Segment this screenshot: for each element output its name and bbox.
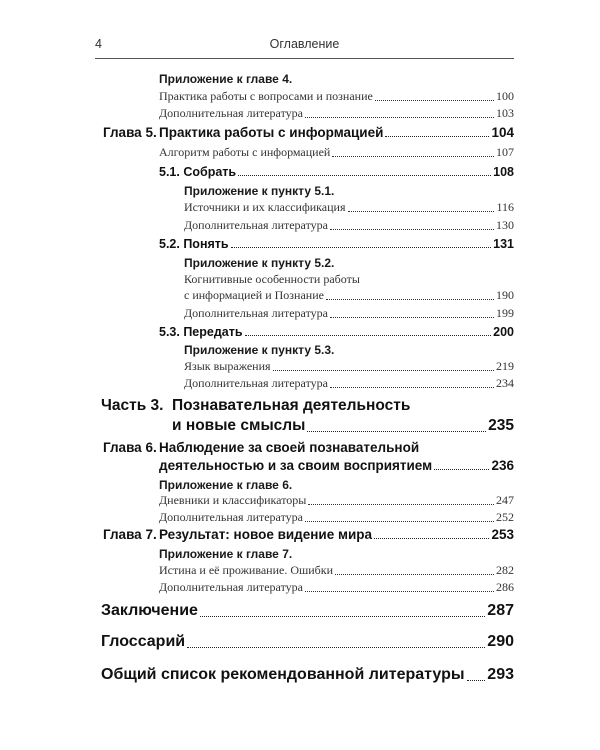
page-ref: 290 <box>487 633 514 650</box>
ch4-appendix-heading: Приложение к главе 4. <box>159 72 293 86</box>
leader-dots <box>308 504 494 505</box>
ch7-appendix-heading: Приложение к главе 7. <box>159 547 293 561</box>
page-ref: 107 <box>496 145 514 159</box>
toc-entry[interactable]: Дополнительная литература 286 <box>159 580 514 594</box>
chapter-6-entry[interactable]: деятельностью и за своим восприятием 236 <box>159 458 514 473</box>
leader-dots <box>305 591 494 592</box>
page-ref: 286 <box>496 580 514 594</box>
conclusion-entry[interactable]: Заключение 287 <box>101 602 514 619</box>
toc-entry[interactable]: Дневники и классификаторы 247 <box>159 493 514 507</box>
leader-dots <box>305 117 494 118</box>
chapter-7-entry[interactable]: Результат: новое видение мира 253 <box>159 527 514 542</box>
leader-dots <box>330 387 494 388</box>
page-ref: 293 <box>487 666 514 683</box>
toc-entry[interactable]: Дополнительная литература 199 <box>184 306 514 320</box>
section-5-1-appendix-heading: Приложение к пункту 5.1. <box>184 184 335 198</box>
chapter-5-entry[interactable]: Практика работы с информацией 104 <box>159 125 514 140</box>
page-ref: 247 <box>496 493 514 507</box>
page-number: 4 <box>95 37 102 51</box>
page-ref: 131 <box>493 237 514 251</box>
page-ref: 235 <box>488 417 514 434</box>
section-5-3-entry[interactable]: 5.3. Передать 200 <box>159 325 514 339</box>
glossary-entry[interactable]: Глоссарий 290 <box>101 633 514 650</box>
part-3-entry[interactable]: и новые смыслы 235 <box>172 417 514 434</box>
section-5-1-entry[interactable]: 5.1. Собрать 108 <box>159 165 514 179</box>
toc-entry[interactable]: Алгоритм работы с информацией 107 <box>159 145 514 159</box>
section-5-3-appendix-heading: Приложение к пункту 5.3. <box>184 343 335 357</box>
leader-dots <box>330 229 494 230</box>
page-ref: 116 <box>496 200 514 214</box>
leader-dots <box>335 574 494 575</box>
toc-entry-line1: Когнитивные особенности работы <box>184 272 360 286</box>
section-5-2-entry[interactable]: 5.2. Понять 131 <box>159 237 514 251</box>
page-ref: 108 <box>493 165 514 179</box>
toc-entry[interactable]: Практика работы с вопросами и познание 100 <box>159 89 514 103</box>
page-ref: 236 <box>491 458 514 473</box>
page-ref: 104 <box>491 125 514 140</box>
leader-dots <box>326 299 494 300</box>
page-ref: 200 <box>493 325 514 339</box>
page-ref: 234 <box>496 376 514 390</box>
leader-dots <box>375 100 494 101</box>
leader-dots <box>238 175 491 176</box>
page-ref: 219 <box>496 359 514 373</box>
page-ref: 199 <box>496 306 514 320</box>
part-3-title-line1: Познавательная деятельность <box>172 397 411 414</box>
toc-entry[interactable]: Язык выражения 219 <box>184 359 514 373</box>
page-ref: 190 <box>496 288 514 302</box>
toc-entry[interactable]: Источники и их классификация 116 <box>184 200 514 214</box>
chapter-5-label: Глава 5. <box>103 125 157 140</box>
toc-entry[interactable]: Истина и её проживание. Ошибки 282 <box>159 563 514 577</box>
leader-dots <box>245 335 492 336</box>
page-header <box>95 37 514 55</box>
leader-dots <box>307 431 486 432</box>
leader-dots <box>330 317 494 318</box>
references-entry[interactable]: Общий список рекомендованной литературы 293 <box>101 666 514 683</box>
toc-entry[interactable]: Дополнительная литература 130 <box>184 218 514 232</box>
toc-entry[interactable]: с информацией и Познание 190 <box>184 288 514 302</box>
chapter-7-label: Глава 7. <box>103 527 157 542</box>
page-ref: 252 <box>496 510 514 524</box>
leader-dots <box>374 538 489 539</box>
page-ref: 100 <box>496 89 514 103</box>
page-ref: 253 <box>491 527 514 542</box>
toc-entry[interactable]: Дополнительная литература 252 <box>159 510 514 524</box>
header-rule <box>95 58 514 59</box>
page-ref: 282 <box>496 563 514 577</box>
ch6-appendix-heading: Приложение к главе 6. <box>159 478 293 492</box>
leader-dots <box>332 156 494 157</box>
leader-dots <box>273 370 494 371</box>
leader-dots <box>385 136 489 137</box>
leader-dots <box>467 680 486 681</box>
section-5-2-appendix-heading: Приложение к пункту 5.2. <box>184 256 335 270</box>
page-ref: 130 <box>496 218 514 232</box>
leader-dots <box>305 521 494 522</box>
leader-dots <box>187 647 485 648</box>
part-3-label: Часть 3. <box>101 397 164 414</box>
leader-dots <box>434 469 489 470</box>
running-title: Оглавление <box>269 37 340 51</box>
page-ref: 287 <box>487 602 514 619</box>
page-ref: 103 <box>496 106 514 120</box>
toc-entry[interactable]: Дополнительная литература 103 <box>159 106 514 120</box>
toc-entry[interactable]: Дополнительная литература 234 <box>184 376 514 390</box>
chapter-6-label: Глава 6. <box>103 440 157 455</box>
leader-dots <box>348 211 495 212</box>
leader-dots <box>200 616 485 617</box>
chapter-6-title-line1: Наблюдение за своей познавательной <box>159 440 420 455</box>
leader-dots <box>231 247 492 248</box>
